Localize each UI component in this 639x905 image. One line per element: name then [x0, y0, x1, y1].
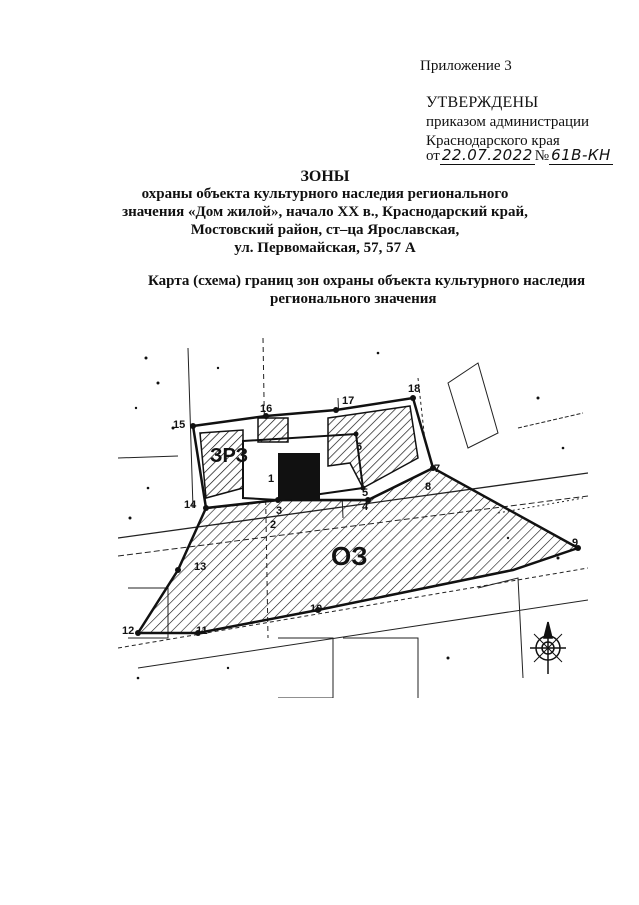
point-label-8: 8: [425, 481, 432, 493]
title-line-3: Мостовский район, ст–ца Ярославская,: [190, 222, 460, 238]
map-title-line-1: Карта (схема) границ зон охраны объекта культурного наследия: [148, 273, 586, 289]
heritage-building: [278, 453, 320, 499]
order-number: 61В-КН: [551, 146, 611, 164]
point-label-10: 10: [310, 603, 323, 615]
approved-label: УТВЕРЖДЕНЫ: [426, 94, 539, 111]
title-line-4: ул. Первомайская, 57, 57 А: [234, 240, 416, 256]
point-label-18: 18: [408, 383, 421, 395]
point-label-2: 2: [270, 519, 277, 531]
zone-label-zrz: ЗРЗ: [210, 445, 249, 467]
point-label-4: 4: [362, 501, 369, 513]
point-label-5: 5: [362, 487, 369, 499]
point-label-3: 3: [276, 505, 283, 517]
appendix-label: Приложение 3: [420, 58, 512, 74]
point-label-6: 6: [356, 441, 363, 453]
point-label-1: 1: [268, 473, 275, 485]
order-line-2: Краснодарского края: [426, 133, 560, 149]
point-label-12: 12: [122, 625, 135, 637]
document-heading: ЗОНЫ: [300, 168, 350, 185]
point-label-11: 11: [196, 625, 208, 637]
point-label-16: 16: [260, 403, 273, 415]
north-arrow-icon: [530, 622, 566, 674]
order-date: 22.07.2022: [441, 146, 533, 164]
zone-map: [118, 338, 588, 698]
title-line-2: значения «Дом жилой», начало XX в., Краснодарский край,: [122, 204, 528, 220]
date-prefix: от: [426, 148, 440, 164]
point-label-13: 13: [194, 561, 207, 573]
number-prefix: №: [534, 148, 550, 164]
title-line-1: охраны объекта культурного наследия регионального: [141, 186, 509, 202]
point-label-9: 9: [572, 537, 579, 549]
order-date-line: [426, 146, 613, 165]
point-label-17: 17: [342, 395, 355, 407]
point-label-14: 14: [184, 499, 197, 511]
order-line-1: приказом администрации: [426, 114, 590, 130]
point-label-7: 7: [434, 463, 441, 475]
map-title-line-2: регионального значения: [270, 291, 437, 307]
zone-label-oz: ОЗ: [331, 541, 368, 571]
point-label-15: 15: [173, 419, 186, 431]
